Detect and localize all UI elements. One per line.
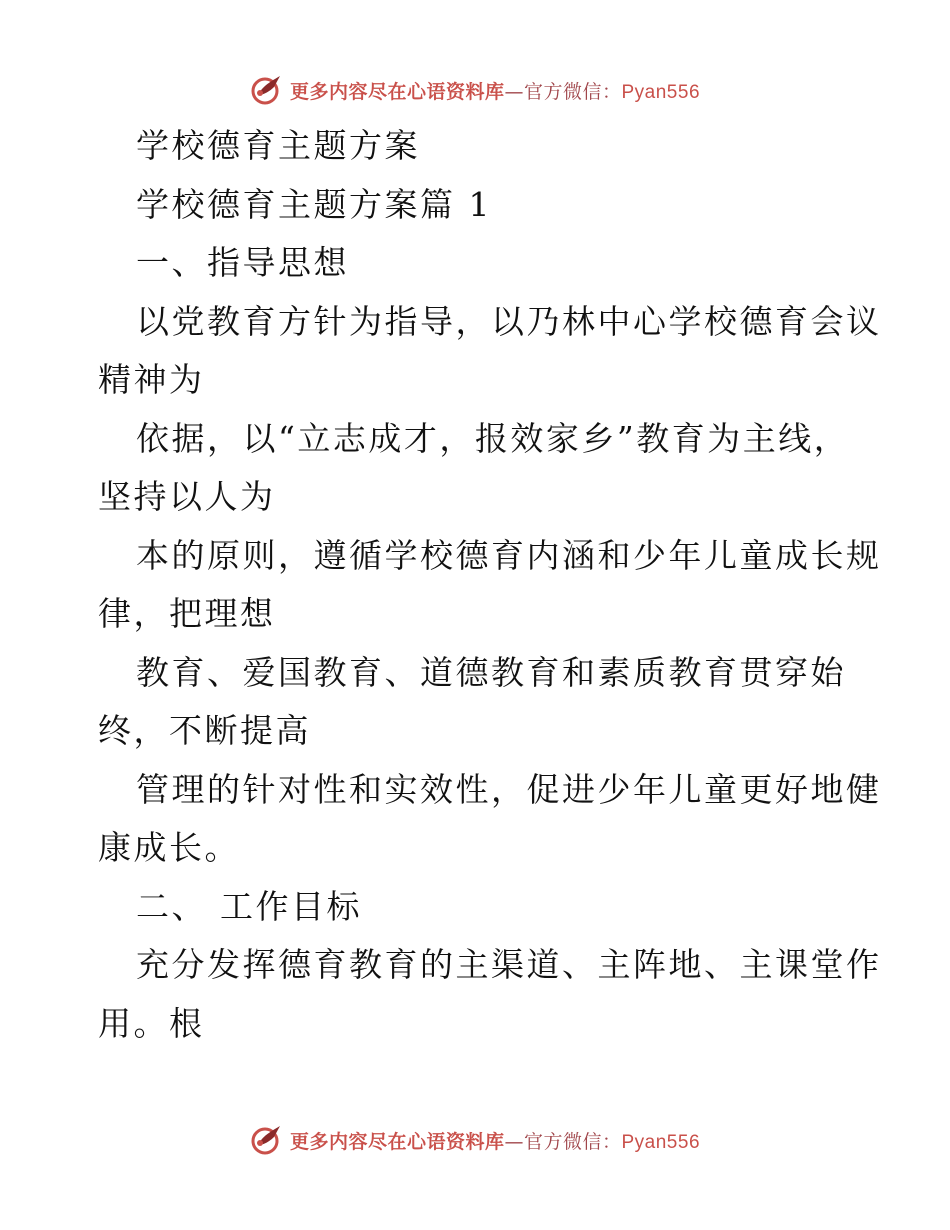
paragraph-line: 教育、爱国教育、道德教育和素质教育贯穿始 bbox=[136, 652, 846, 692]
paragraph-line: 以党教育方针为指导，以乃林中心学校德育会议 bbox=[136, 301, 882, 341]
header-banner-sub: —官方微信： bbox=[504, 80, 622, 103]
paragraph-line: 管理的针对性和实效性，促进少年儿童更好地健 bbox=[136, 769, 882, 809]
paragraph-line: 依据，以“立志成才，报效家乡”教育为主线， bbox=[136, 418, 850, 458]
paragraph-line: 终，不断提高 bbox=[98, 711, 311, 750]
footer-banner-text bbox=[290, 1127, 700, 1154]
paragraph-line: 精神为 bbox=[98, 360, 205, 399]
brush-logo-icon bbox=[250, 73, 284, 107]
paragraph-line: 用。根 bbox=[98, 1003, 205, 1043]
header-banner-id: Pyan556 bbox=[621, 81, 701, 103]
paragraph-line: 本的原则，遵循学校德育内涵和少年儿童成长规 bbox=[136, 535, 882, 575]
brush-logo-icon bbox=[250, 1123, 284, 1157]
footer-banner bbox=[0, 1120, 950, 1160]
footer-banner-sub: —官方微信： bbox=[504, 1130, 622, 1153]
document-title: 学校德育主题方案 bbox=[136, 126, 420, 165]
paragraph-line: 坚持以人为 bbox=[98, 477, 276, 516]
footer-banner-main: 更多内容尽在心语资料库 bbox=[289, 1130, 505, 1153]
section-title: 学校德育主题方案篇 1 bbox=[136, 184, 492, 224]
paragraph-line: 律，把理想 bbox=[98, 594, 276, 633]
footer-banner-id: Pyan556 bbox=[621, 1131, 701, 1153]
header-banner-main: 更多内容尽在心语资料库 bbox=[289, 80, 505, 103]
paragraph-line: 充分发挥德育教育的主渠道、主阵地、主课堂作 bbox=[136, 945, 882, 984]
document-body bbox=[98, 117, 882, 1053]
header-banner-text bbox=[290, 77, 700, 104]
heading-guiding-ideology: 一、指导思想 bbox=[136, 243, 349, 282]
heading-work-goals: 二、 工作目标 bbox=[136, 886, 362, 926]
header-banner bbox=[0, 70, 950, 110]
paragraph-line: 康成长。 bbox=[98, 828, 240, 867]
